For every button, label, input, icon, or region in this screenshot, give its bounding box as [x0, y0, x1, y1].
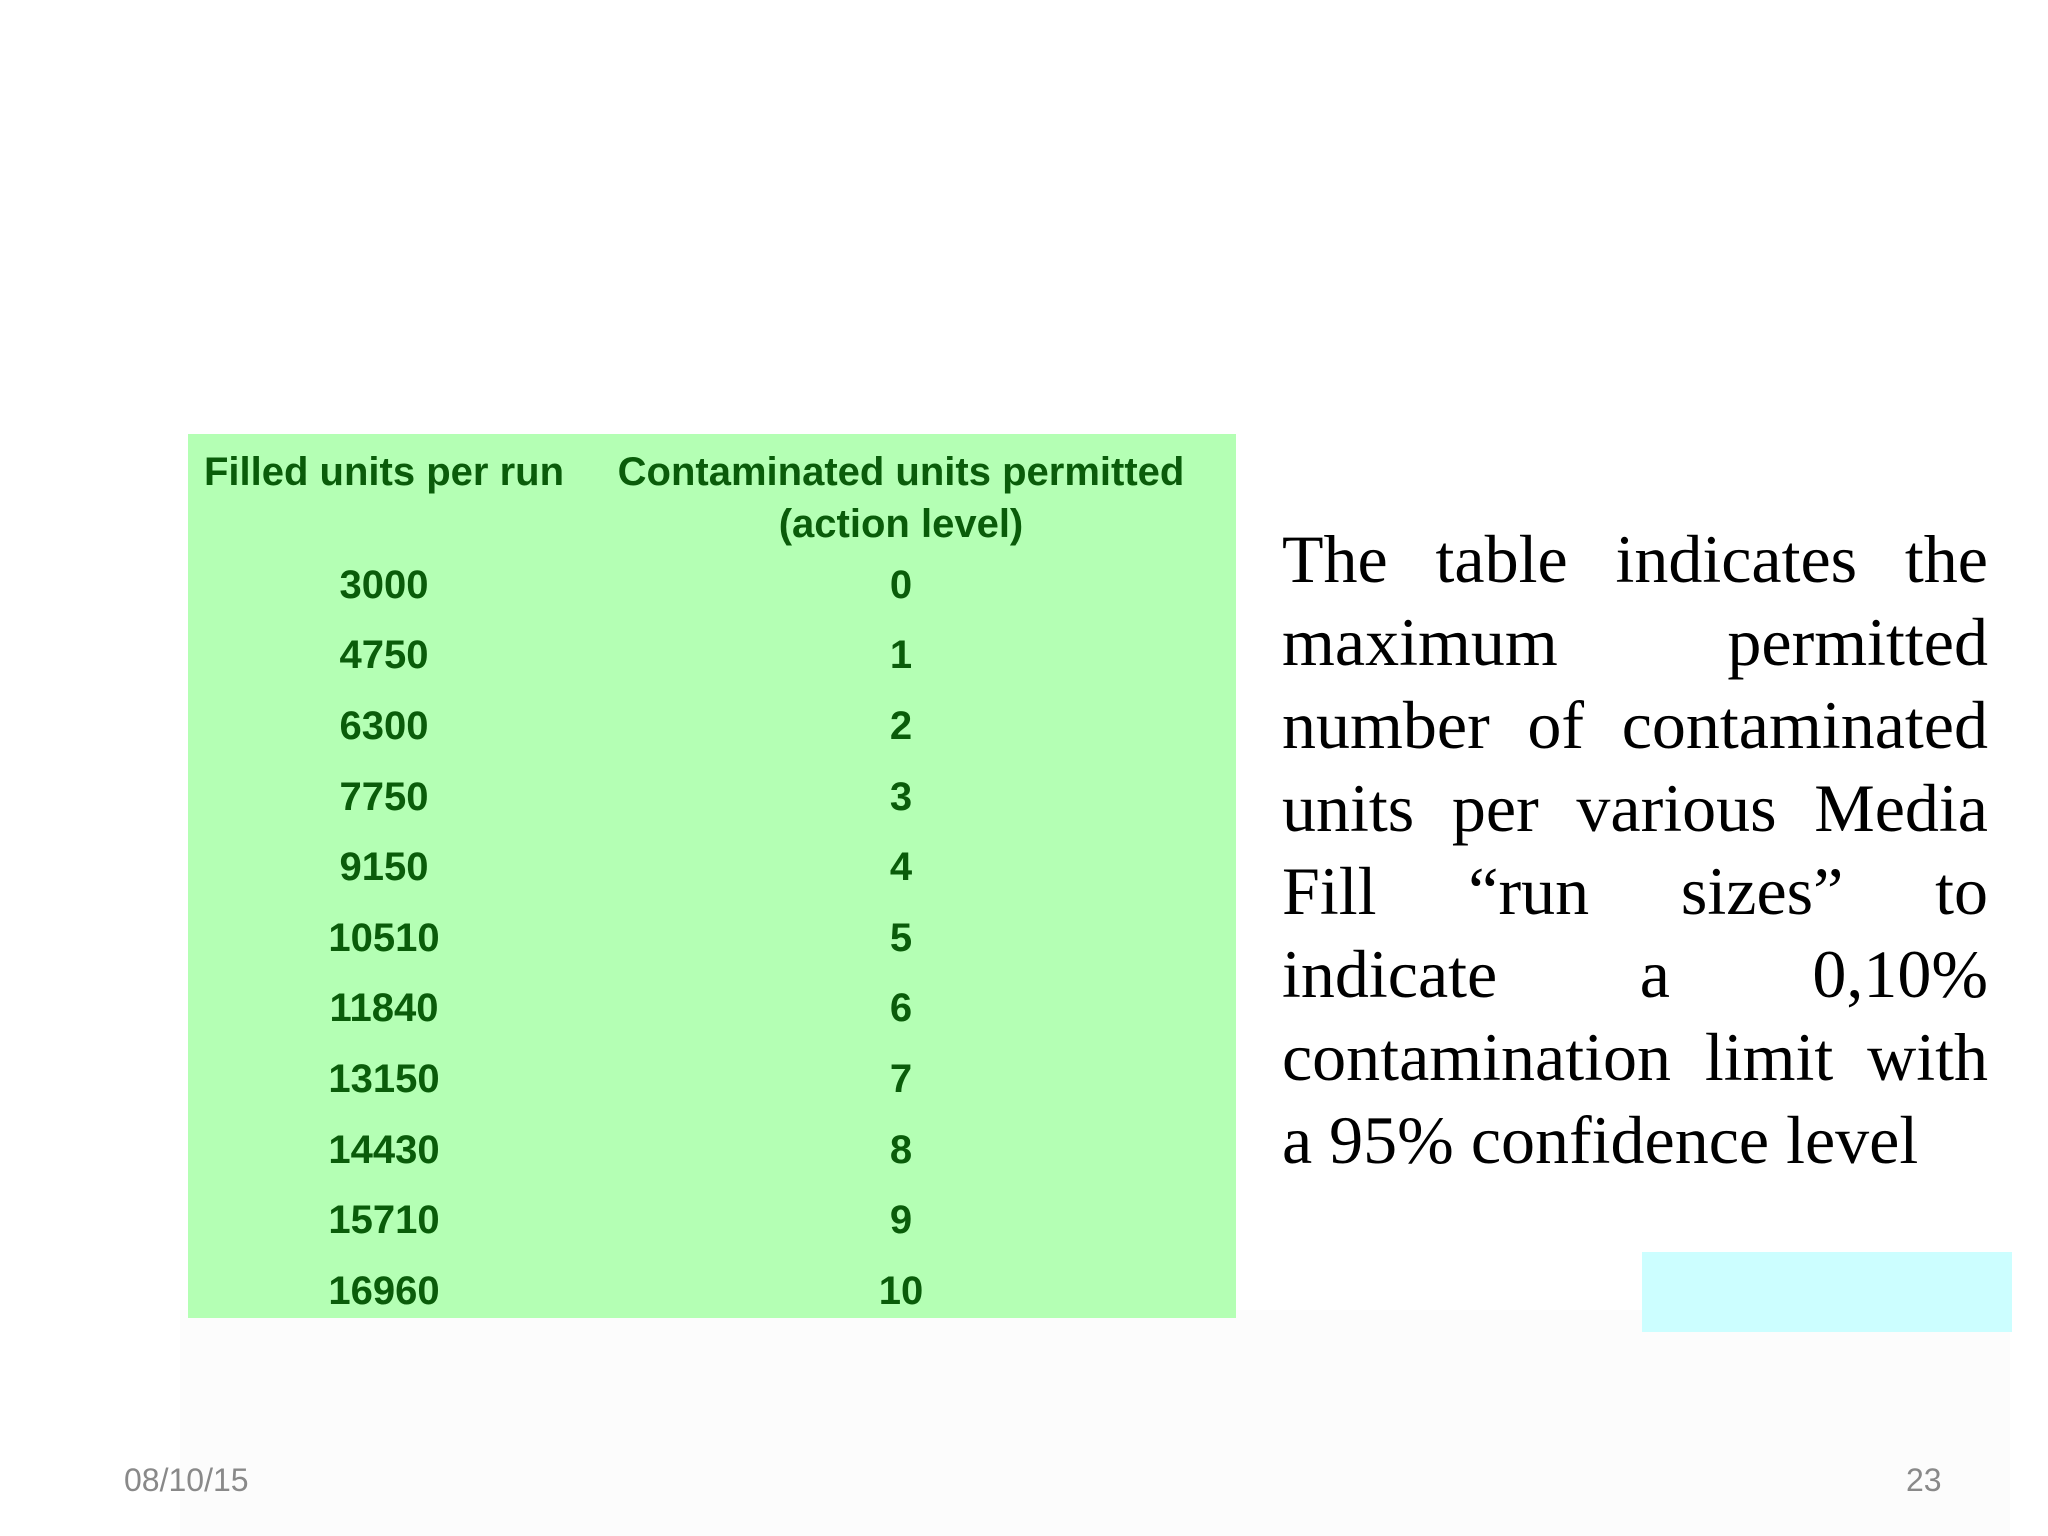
contaminated-units-cell: 5 [889, 915, 913, 960]
filled-units-cell: 16960 [328, 1268, 440, 1313]
table-row [188, 832, 1236, 903]
filled-units-cell: 10510 [328, 915, 440, 960]
contaminated-units-cell: 10 [878, 1268, 924, 1313]
contaminated-units-cell: 7 [889, 1056, 913, 1101]
filled-units-cell: 7750 [339, 774, 429, 819]
contaminated-units-cell: 2 [889, 703, 913, 748]
slide-bottom-band [180, 1310, 2010, 1536]
contaminated-units-cell: 8 [889, 1127, 913, 1172]
filled-units-cell: 3000 [339, 562, 429, 607]
header-contaminated-units: Contaminated units permitted (action level) [617, 450, 1185, 546]
table-row [188, 1256, 1236, 1327]
filled-units-cell: 11840 [329, 986, 439, 1031]
footer-date: 08/10/15 [124, 1462, 249, 1498]
filled-units-cell: 9150 [339, 845, 429, 890]
table-description: The table indicates the maximum permitted number of contaminated units per various Media Fill “run sizes” to indicate a 0,10% contamination limit with a 95% confidence level [1282, 521, 1988, 1178]
contaminated-units-cell: 1 [889, 633, 913, 678]
filled-units-cell: 4750 [339, 633, 429, 678]
header-filled-units: Filled units per run [203, 450, 565, 494]
table-row [188, 1044, 1236, 1115]
media-fill-table-panel [188, 434, 1236, 1318]
table-header-row [188, 434, 1236, 550]
contaminated-units-cell: 6 [889, 986, 913, 1031]
contaminated-units-cell: 4 [889, 845, 913, 890]
contaminated-units-cell: 3 [889, 774, 913, 819]
filled-units-cell: 15710 [328, 1198, 440, 1243]
table-row [188, 1185, 1236, 1256]
table-row [188, 550, 1236, 621]
table-body [188, 550, 1236, 1327]
table-row [188, 903, 1236, 974]
filled-units-cell: 13150 [328, 1056, 440, 1101]
table-row [188, 762, 1236, 833]
contaminated-units-cell: 9 [889, 1198, 913, 1243]
slide-number: 23 [1906, 1462, 1942, 1498]
filled-units-cell: 6300 [339, 703, 429, 748]
cyan-placeholder-box [1642, 1252, 2012, 1332]
table-row [188, 974, 1236, 1045]
contaminated-units-cell: 0 [889, 562, 913, 607]
table-row [188, 1115, 1236, 1186]
filled-units-cell: 14430 [328, 1127, 440, 1172]
media-fill-table [188, 434, 1236, 1327]
table-row [188, 621, 1236, 692]
table-row [188, 691, 1236, 762]
